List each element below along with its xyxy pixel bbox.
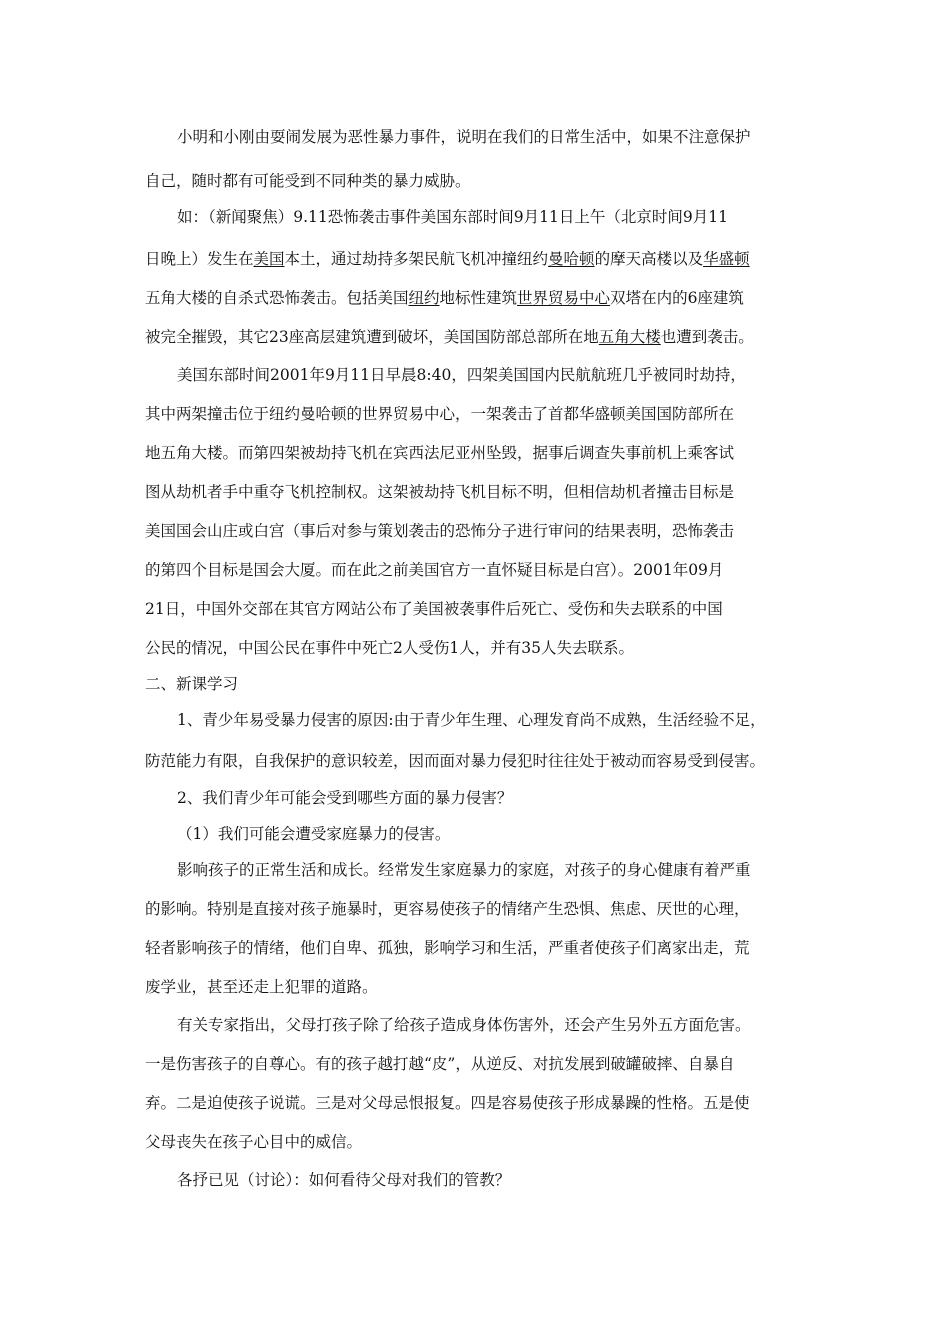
section-heading: 二、新课学习 (145, 675, 239, 693)
link-world-trade-center[interactable]: 世界贸易中心 (517, 289, 611, 307)
text-segment: 的摩天高楼以及 (594, 250, 704, 268)
paragraph-line (145, 249, 750, 269)
paragraph-line: 自己，随时都有可能受到不同种类的暴力威胁。 (145, 172, 471, 190)
paragraph-line: 地五角大楼。而第四架被劫持飞机在宾西法尼亚州坠毁，据事后调查失事前机上乘客试 (145, 444, 735, 462)
link-new-york[interactable]: 纽约 (408, 289, 440, 307)
paragraph-line: 其中两架撞击位于纽约曼哈顿的世界贸易中心，一架袭击了首都华盛顿美国国防部所在 (145, 405, 735, 423)
paragraph-line: 各抒已见（讨论）：如何看待父母对我们的管教？ (177, 1171, 511, 1189)
paragraph-line: 2、我们青少年可能会受到哪些方面的暴力侵害？ (177, 789, 513, 807)
text-segment: 地标性建筑 (439, 289, 518, 307)
paragraph-line: 影响孩子的正常生活和成长。经常发生家庭暴力的家庭，对孩子的身心健康有着严重 (177, 861, 751, 879)
paragraph-line: 父母丧失在孩子心目中的威信。 (145, 1133, 363, 1151)
paragraph-line: 轻者影响孩子的情绪，他们自卑、孤独，影响学习和生活，严重者使孩子们离家出走，荒 (145, 939, 750, 957)
paragraph-line: 21日，中国外交部在其官方网站公布了美国被袭事件后死亡、受伤和失去联系的中国 (145, 600, 723, 618)
paragraph-line: 美国东部时间2001年9月11日早晨8:40，四架美国国内民航航班几乎被同时劫持， (177, 366, 746, 384)
text-segment: 日晚上）发生在 (145, 250, 254, 268)
text-segment: 双塔在内的6座建筑 (610, 289, 744, 307)
paragraph-line: 的影响。特别是直接对孩子施暴时，更容易使孩子的情绪产生恐惧、焦虑、厌世的心理， (145, 900, 750, 918)
text-segment: 五角大楼的自杀式恐怖袭击。包括美国 (145, 289, 409, 307)
paragraph-line: 的第四个目标是国会大厦。而在此之前美国官方一直怀疑目标是白宫）。2001年09月 (145, 561, 724, 579)
paragraph-line (145, 288, 744, 308)
link-us[interactable]: 美国 (253, 250, 285, 268)
paragraph-line: 小明和小刚由耍闹发展为恶性暴力事件，说明在我们的日常生活中，如果不注意保护 (177, 128, 751, 146)
paragraph-line (145, 327, 754, 347)
link-manhattan[interactable]: 曼哈顿 (548, 250, 595, 268)
paragraph-line: 有关专家指出，父母打孩子除了给孩子造成身体伤害外，还会产生另外五方面危害。 (177, 1016, 751, 1034)
link-washington[interactable]: 华盛顿 (703, 250, 750, 268)
paragraph-line: （1）我们可能会遭受家庭暴力的侵害。 (177, 825, 451, 843)
paragraph-line: 美国国会山庄或白宫（事后对参与策划袭击的恐怖分子进行审问的结果表明，恐怖袭击 (145, 522, 735, 540)
paragraph-line: 图从劫机者手中重夺飞机控制权。这架被劫持飞机目标不明，但相信劫机者撞击目标是 (145, 483, 735, 501)
paragraph-line: 弃。二是迫使孩子说谎。三是对父母忌恨报复。四是容易使孩子形成暴躁的性格。五是使 (145, 1094, 750, 1112)
text-segment: 被完全摧毁，其它23座高层建筑遭到破坏，美国国防部总部所在地 (145, 328, 599, 346)
text-segment: 也遭到袭击。 (660, 328, 754, 346)
paragraph-line: 如：（新闻聚焦）9.11恐怖袭击事件美国东部时间9月11日上午（北京时间9月11 (177, 208, 728, 226)
paragraph-line: 1、青少年易受暴力侵害的原因:由于青少年生理、心理发育尚不成熟，生活经验不足， (177, 711, 766, 729)
paragraph-line: 一是伤害孩子的自尊心。有的孩子越打越“皮”，从逆反、对抗发展到破罐破摔、自暴自 (145, 1055, 735, 1073)
link-pentagon[interactable]: 五角大楼 (598, 328, 661, 346)
paragraph-line: 公民的情况，中国公民在事件中死亡2人受伤1人，并有35人失去联系。 (145, 639, 634, 657)
text-segment: 本土，通过劫持多架民航飞机冲撞纽约 (284, 250, 549, 268)
paragraph-line: 废学业，甚至还走上犯罪的道路。 (145, 978, 378, 996)
paragraph-line: 防范能力有限，自我保护的意识较差，因而面对暴力侵犯时往往处于被动而容易受到侵害。 (145, 752, 766, 770)
